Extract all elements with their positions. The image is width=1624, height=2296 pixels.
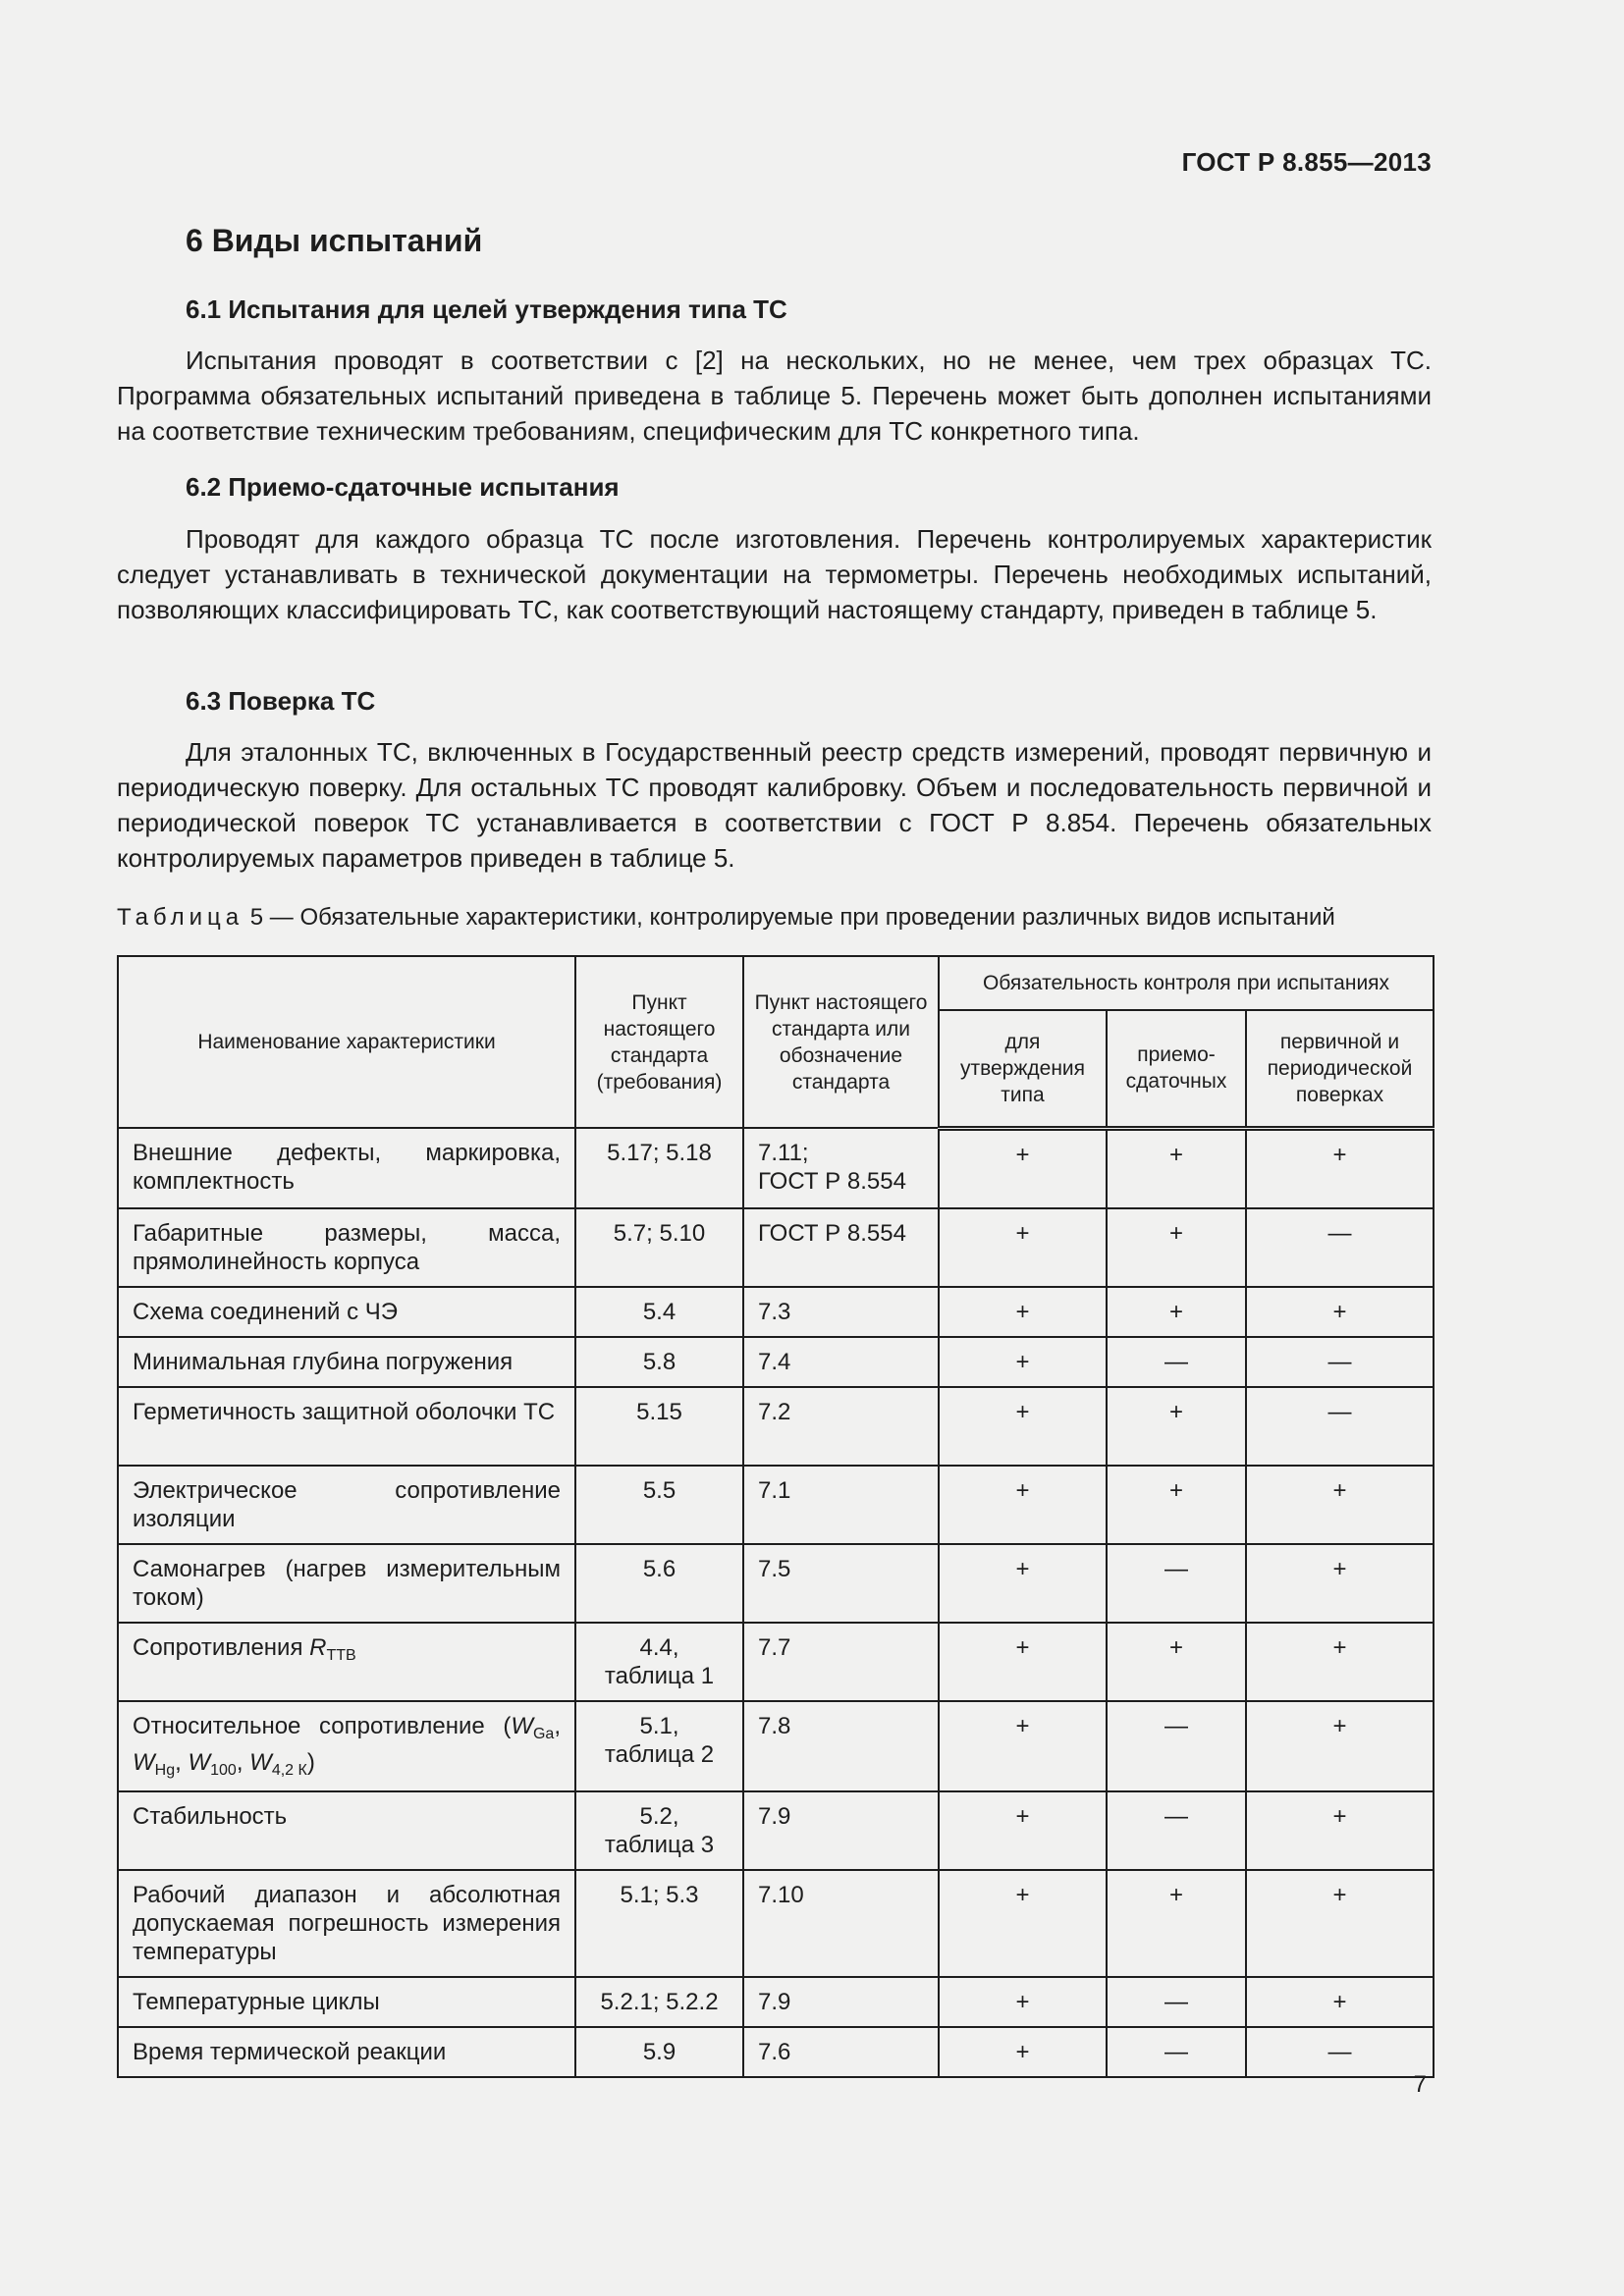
cell-clause: 4.4, таблица 1 [575, 1623, 743, 1701]
cell-type-approval: + [939, 2027, 1107, 2077]
header-name: Наименование характеристики [118, 956, 575, 1128]
cell-reference: 7.2 [743, 1387, 939, 1466]
cell-clause: 5.2, таблица 3 [575, 1791, 743, 1870]
cell-clause: 5.4 [575, 1287, 743, 1337]
cell-verification: — [1246, 1387, 1434, 1466]
symbol-w-4-2k: W [249, 1748, 272, 1776]
characteristics-table [117, 955, 1435, 2078]
cell-reference: 7.8 [743, 1701, 939, 1791]
table-row [118, 1337, 1434, 1387]
cell-reference: 7.4 [743, 1337, 939, 1387]
cell-name: Рабочий диапазон и абсолютная допускаемая погрешность измерения температуры [118, 1870, 575, 1977]
cell-clause: 5.1, таблица 2 [575, 1701, 743, 1791]
cell-acceptance: + [1107, 1870, 1246, 1977]
cell-reference: 7.7 [743, 1623, 939, 1701]
cell-verification: + [1246, 1791, 1434, 1870]
cell-name: Герметичность защитной оболочки ТС [118, 1387, 575, 1466]
section-title: 6 Виды испытаний [186, 223, 483, 258]
table-row [118, 1791, 1434, 1870]
cell-type-approval: + [939, 1287, 1107, 1337]
table-row [118, 1623, 1434, 1701]
table-row [118, 1128, 1434, 1208]
cell-verification: + [1246, 1977, 1434, 2027]
table-row [118, 1387, 1434, 1466]
cell-clause: 5.8 [575, 1337, 743, 1387]
cell-name: Время термической реакции [118, 2027, 575, 2077]
subscript-ga: Ga [532, 1725, 555, 1742]
cell-name: Самонагрев (нагрев измерительным током) [118, 1544, 575, 1623]
name-suffix: ) [306, 1748, 315, 1776]
cell-acceptance: + [1107, 1623, 1246, 1701]
cell-verification: — [1246, 2027, 1434, 2077]
header-type-approval: для утверждения типа [939, 1010, 1107, 1128]
name-prefix: Относительное сопротивление ( [133, 1712, 512, 1739]
subsection-title-6-3: 6.3 Поверка ТС [186, 686, 376, 716]
cell-name: Стабильность [118, 1791, 575, 1870]
cell-acceptance: + [1107, 1387, 1246, 1466]
resistance-subscript: ТТВ [326, 1646, 356, 1664]
cell-reference: 7.1 [743, 1466, 939, 1544]
cell-clause: 5.2.1; 5.2.2 [575, 1977, 743, 2027]
cell-clause [575, 1128, 743, 1208]
subsection-title-6-2: 6.2 Приемо-сдаточные испытания [186, 472, 620, 502]
cell-verification: + [1246, 1466, 1434, 1544]
document-code: ГОСТ Р 8.855—2013 [1181, 147, 1432, 177]
cell-verification: + [1246, 1544, 1434, 1623]
cell-reference: 7.3 [743, 1287, 939, 1337]
cell-name: Внешние дефекты, маркировка, комплектность [118, 1128, 575, 1208]
cell-name: Температурные циклы [118, 1977, 575, 2027]
cell-name: Минимальная глубина погружения [118, 1337, 575, 1387]
subsection-title-6-1: 6.1 Испытания для целей утверждения типа ТС [186, 294, 787, 324]
cell-verification: + [1246, 1701, 1434, 1791]
header-clause: Пункт настоящего стандарта (требования) [575, 956, 743, 1128]
cell-acceptance: — [1107, 1977, 1246, 2027]
table-row [118, 2027, 1434, 2077]
symbol-w-ga: W [511, 1712, 533, 1739]
cell-type-approval: + [939, 1128, 1107, 1208]
cell-acceptance: + [1107, 1466, 1246, 1544]
cell-name: Электрическое сопротивление изоляции [118, 1466, 575, 1544]
table-caption [117, 904, 1335, 932]
symbol-w-hg: W [133, 1748, 155, 1776]
cell-verification: + [1246, 1870, 1434, 1977]
subsection-text-6-2: Проводят для каждого образца ТС после изготовления. Перечень контролируемых характеристик следует устанавливать в технической документации на термометры. Перечень необходимых испытаний, позволяющих классифицировать ТС, как соответствующий настоящему стандарту, приведен в таблице 5. [117, 524, 1432, 624]
header-reference: Пункт настоящего стандарта или обозначение стандарта [743, 956, 939, 1128]
cell-acceptance: — [1107, 2027, 1246, 2077]
cell-type-approval: + [939, 1701, 1107, 1791]
table-caption-text: 5 — Обязательные характеристики, контролируемые при проведении различных видов испытаний [249, 904, 1335, 931]
cell-type-approval: + [939, 1791, 1107, 1870]
cell-name: Относительное сопротивление ($W_{Ga}$, $W_{Hg}$, $W_{100}$, $W_{4,2 К}$) [118, 1701, 575, 1791]
cell-clause: 5.9 [575, 2027, 743, 2077]
cell-verification: + [1246, 1128, 1434, 1208]
cell-reference: 7.9 [743, 1791, 939, 1870]
page-number: 7 [1413, 2071, 1427, 2098]
cell-acceptance: + [1107, 1208, 1246, 1287]
cell-acceptance: — [1107, 1544, 1246, 1623]
cell-acceptance: + [1107, 1287, 1246, 1337]
symbol-w-100: W [188, 1748, 211, 1776]
cell-clause: 5.7; 5.10 [575, 1208, 743, 1287]
subscript-4-2k: 4,2 К [271, 1761, 307, 1779]
cell-reference: 7.6 [743, 2027, 939, 2077]
cell-acceptance: — [1107, 1791, 1246, 1870]
cell-verification: — [1246, 1208, 1434, 1287]
cell-type-approval: + [939, 1977, 1107, 2027]
cell-acceptance: — [1107, 1337, 1246, 1387]
cell-type-approval: + [939, 1623, 1107, 1701]
cell-name [118, 1623, 575, 1701]
subsection-text-6-3: Для эталонных ТС, включенных в Государственный реестр средств измерений, проводят первичную и периодическую поверку. Для остальных ТС проводят калибровку. Объем и последовательность первичной и периодической поверок ТС устанавливается в соответствии с ГОСТ Р 8.854. Перечень обязательных контролируемых параметров приведен в таблице 5. [117, 737, 1432, 873]
cell-name: Габаритные размеры, масса, прямолинейность корпуса [118, 1208, 575, 1287]
cell-type-approval: + [939, 1387, 1107, 1466]
cell-type-approval: + [939, 1466, 1107, 1544]
cell-verification: + [1246, 1623, 1434, 1701]
cell-clause: 5.6 [575, 1544, 743, 1623]
clause-text: 5.17; 5.18 [607, 1140, 712, 1166]
resistance-symbol: R [309, 1633, 327, 1661]
cell-verification: + [1246, 1287, 1434, 1337]
table-caption-label: Таблица [117, 904, 244, 931]
cell-type-approval: + [939, 1870, 1107, 1977]
subscript-hg: Hg [154, 1761, 176, 1779]
cell-reference: 7.11; ГОСТ Р 8.554 [743, 1128, 939, 1208]
cell-verification: — [1246, 1337, 1434, 1387]
cell-name: Схема соединений с ЧЭ [118, 1287, 575, 1337]
table-row [118, 1701, 1434, 1791]
header-verification: первичной и периодической поверках [1246, 1010, 1434, 1128]
table-row [118, 1977, 1434, 2027]
header-control-group: Обязательность контроля при испытаниях [939, 956, 1434, 1010]
table-row [118, 1466, 1434, 1544]
table-row [118, 1870, 1434, 1977]
table-row [118, 1544, 1434, 1623]
subsection-text-6-1: Испытания проводят в соответствии с [2] на нескольких, но не менее, чем трех образцах ТС. Программа обязательных испытаний приведена в таблице 5. Перечень может быть дополнен испытаниями на соответствие техническим требованиям, специфическим для ТС конкретного типа. [117, 346, 1432, 446]
cell-reference: ГОСТ Р 8.554 [743, 1208, 939, 1287]
cell-type-approval: + [939, 1544, 1107, 1623]
cell-reference: 7.9 [743, 1977, 939, 2027]
cell-type-approval: + [939, 1337, 1107, 1387]
subscript-100: 100 [210, 1761, 237, 1779]
cell-reference: 7.5 [743, 1544, 939, 1623]
cell-reference: 7.10 [743, 1870, 939, 1977]
cell-clause: 5.5 [575, 1466, 743, 1544]
name-prefix: Сопротивления [133, 1633, 310, 1661]
cell-acceptance: — [1107, 1701, 1246, 1791]
cell-type-approval: + [939, 1208, 1107, 1287]
table-row [118, 1208, 1434, 1287]
cell-clause: 5.15 [575, 1387, 743, 1466]
cell-clause: 5.1; 5.3 [575, 1870, 743, 1977]
table-row [118, 1287, 1434, 1337]
cell-acceptance: + [1107, 1128, 1246, 1208]
header-acceptance: приемо-сдаточных [1107, 1010, 1246, 1128]
